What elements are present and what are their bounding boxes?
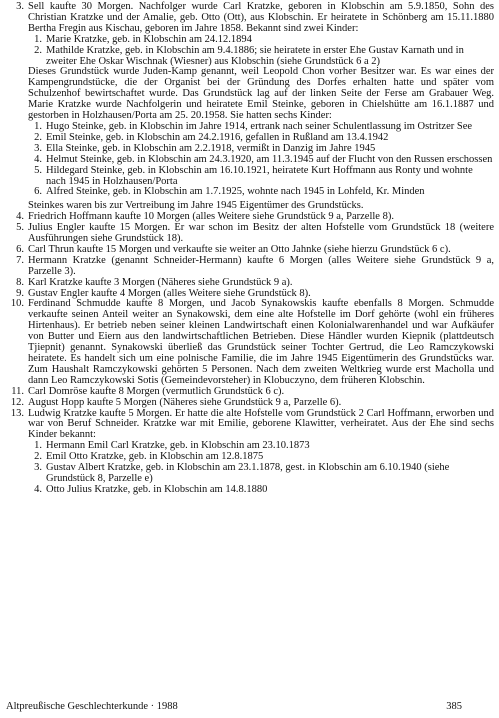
child-number: 3. bbox=[34, 462, 42, 474]
paragraph: Dieses Grundstück wurde Juden-Kamp genannt, weil Leopold Chon vorher Besitzer war. Es war eines der Kampengrundstücke, die der Organist bei der Gründung des Dorfes erhalten hatte und später vom Schulzenhof bewirtschaftet wurde. Das Grundstück lag auf der linken Seite der Ferse am Grabauer Weg. Marie Kratzke wurde Nachfolgerin und heiratete Emil Steinke, geboren in Chielshütte am 16.1.1887 und gestorben in Holzhausen/Porta am 25. 20.1958. Sie hatten sechs Kinder: bbox=[28, 66, 494, 122]
entry-number: 6. bbox=[16, 243, 24, 255]
child-item bbox=[28, 187, 494, 198]
entry-text: Ferdinand Schmudde kaufte 8 Morgen, und Jacob Synakowskis kaufte ebenfalls 8 Morgen. Schmudde verkaufte seinen Anteil weiter an Synakowski, dem eine alte Hofstelle im Dorf gehörte (wohl ein früheres Hirtenhaus). Er betrieb neben seiner kleinen Landwirtschaft einen Kolonialwarenhandel und war Aufkäufer von Butter und Eiern aus den landwirtschaftlichen Betrieben. Diese Händler wurden Kiepnik (plattdeutsch Tjiepnit) genannt. Synakowski überließ das Grundstück seiner Tochter Gertrud, die Leo Ramczykowski heiratete. Es handelt sich um eine polnische Familie, die im Jahre 1945 Eigentümerin des Grundstücks war. Zum Haushalt Ramczykowski gehörten 5 Personen. Nach dem zweiten Weltkrieg wurde erst Macholla und dann Leo Ramczykowski Sotis (Gemeindevorsteher) in Klobuczyno, dem früheren Klobschin. bbox=[28, 298, 494, 386]
child-text: Emil Steinke, geb. in Klobschin am 24.2.1916, gefallen in Rußland am 13.4.1942 bbox=[46, 131, 389, 143]
child-number: 2. bbox=[34, 451, 42, 463]
child-number: 4. bbox=[34, 153, 42, 165]
entry-8 bbox=[6, 278, 494, 289]
child-text: Hugo Steinke, geb. in Klobschin im Jahre 1914, ertrank nach seiner Schulentlassung im Ostritzer See bbox=[46, 120, 473, 132]
entry-text: Hermann Kratzke (genannt Schneider-Hermann) kaufte 6 Morgen (alles Weitere siehe Grundstück 9 a, Parzelle 3). bbox=[28, 254, 494, 277]
child-item bbox=[28, 155, 494, 166]
child-number: 6. bbox=[34, 186, 42, 198]
child-text: Alfred Steinke, geb. in Klobschin am 1.7.1925, wohnte nach 1945 in Lohfeld, Kr. Minden bbox=[46, 186, 425, 198]
entry-text: Friedrich Hoffmann kaufte 10 Morgen (alles Weitere siehe Grundstück 9 a, Parzelle 8). bbox=[28, 211, 394, 223]
entry-number: 5. bbox=[16, 222, 24, 234]
page-number: 385 bbox=[446, 701, 462, 712]
child-number: 2. bbox=[34, 44, 42, 56]
entry-number: 3. bbox=[16, 1, 24, 12]
entry-text: Karl Kratzke kaufte 3 Morgen (Näheres siehe Grundstück 9 a). bbox=[28, 276, 293, 288]
entry-10 bbox=[6, 299, 494, 386]
page-footer bbox=[6, 702, 494, 714]
child-number: 2. bbox=[34, 131, 42, 143]
entry-5 bbox=[6, 223, 494, 245]
child-number: 1. bbox=[34, 33, 42, 45]
entry-text: Carl Domröse kaufte 8 Morgen (vermutlich Grundstück 6 c). bbox=[28, 385, 285, 397]
entry-text: Gustav Engler kaufte 4 Morgen (alles Weitere siehe Grundstück 8). bbox=[28, 287, 311, 299]
child-list bbox=[28, 441, 494, 496]
child-list bbox=[28, 35, 494, 68]
entry-text: Sell kaufte 30 Morgen. Nachfolger wurde Carl Kratzke, geboren in Klobschin am 5.9.1850, Sohn des Christian Kratzke und der Amalie, geb. Otto (Ott), aus Klobschin. Er heiratete in Schönberg am 15.11.1880 Bertha Fregin aus Kischau, geboren im Jahre 1858. Bekannt sind zwei Kinder: bbox=[28, 1, 494, 34]
child-text: Mathilde Kratzke, geb. in Klobschin am 9.4.1886; sie heiratete in erster Ehe Gustav Karnath und in zweiter Ehe Oskar Wischnak (Wiesner) aus Klobschin (siehe Grundstück 6 a 2) bbox=[46, 44, 464, 67]
entry-7 bbox=[6, 256, 494, 278]
journal-title: Altpreußische Geschlechterkunde · 1988 bbox=[6, 701, 178, 712]
entry-text: Carl Thrun kaufte 15 Morgen und verkaufte sie weiter an Otto Jahnke (siehe hierzu Grundstück 6 c). bbox=[28, 243, 451, 255]
entry-text: Ludwig Kratzke kaufte 5 Morgen. Er hatte die alte Hofstelle vom Grundstück 2 Carl Hoffmann, erworben und war von Beruf Schneider. Kratzke war mit Emilie, geborene Klawitter, verheiratet. Aus der Ehe sind sechs Kinder bekannt: bbox=[28, 407, 494, 441]
child-text: Emil Otto Kratzke, geb. in Klobschin am 12.8.1875 bbox=[46, 451, 264, 463]
entry-text: Julius Engler kaufte 15 Morgen. Er war schon im Besitz der alten Hofstelle vom Grundstück 18 (weitere Ausführungen siehe Grundstück 18). bbox=[28, 222, 494, 245]
child-number: 1. bbox=[34, 120, 42, 132]
child-item bbox=[28, 46, 494, 68]
child-list bbox=[28, 122, 494, 198]
child-text: Otto Julius Kratzke, geb. in Klobschin am 14.8.1880 bbox=[46, 483, 268, 495]
entry-text: August Hopp kaufte 5 Morgen (Näheres siehe Grundstück 9 a, Parzelle 6). bbox=[28, 396, 342, 408]
entry-number: 11. bbox=[11, 385, 24, 397]
child-text: Gustav Albert Kratzke, geb. in Klobschin am 23.1.1878, gest. in Klobschin am 6.10.1940 (siehe Grundstück 8, Parzelle e) bbox=[46, 462, 450, 484]
child-text: Ella Steinke, geb. in Klobschin am 2.2.1918, vermißt in Danzig im Jahre 1945 bbox=[46, 142, 376, 154]
child-item bbox=[28, 463, 494, 485]
entry-number: 9. bbox=[16, 287, 24, 299]
entry-13 bbox=[6, 409, 494, 442]
entry-number: 13. bbox=[10, 407, 24, 419]
child-text: Hildegard Steinke, geb. in Klobschin am 16.10.1921, heiratete Kurt Hoffmann aus Ronty und wohnte nach 1945 in Holzhausen/Porta bbox=[46, 164, 473, 187]
entry-number: 10. bbox=[10, 298, 24, 310]
child-number: 3. bbox=[34, 142, 42, 154]
child-text: Helmut Steinke, geb. in Klobschin am 24.3.1920, am 11.3.1945 auf der Flucht von den Russen erschossen bbox=[46, 153, 493, 165]
paragraph: Steinkes waren bis zur Vertreibung im Jahre 1945 Eigentümer des Grundstücks. bbox=[28, 200, 364, 212]
entry-number: 7. bbox=[16, 254, 24, 266]
child-number: 5. bbox=[34, 164, 42, 176]
entry-3 bbox=[6, 2, 494, 496]
entry-11 bbox=[6, 387, 494, 398]
entry-list bbox=[6, 212, 494, 441]
child-item bbox=[28, 166, 494, 188]
child-text: Hermann Emil Carl Kratzke, geb. in Klobschin am 23.10.1873 bbox=[46, 440, 310, 452]
entry-number: 8. bbox=[16, 276, 24, 288]
child-item bbox=[28, 485, 494, 496]
child-number: 1. bbox=[34, 440, 42, 452]
child-item bbox=[28, 35, 494, 46]
child-text: Marie Kratzke, geb. in Klobschin am 24.12.1894 bbox=[46, 33, 252, 45]
child-number: 4. bbox=[34, 483, 42, 495]
entry-row bbox=[6, 2, 494, 35]
entry-number: 4. bbox=[16, 211, 24, 223]
entry-12 bbox=[6, 398, 494, 409]
entry-number: 12. bbox=[10, 396, 24, 408]
